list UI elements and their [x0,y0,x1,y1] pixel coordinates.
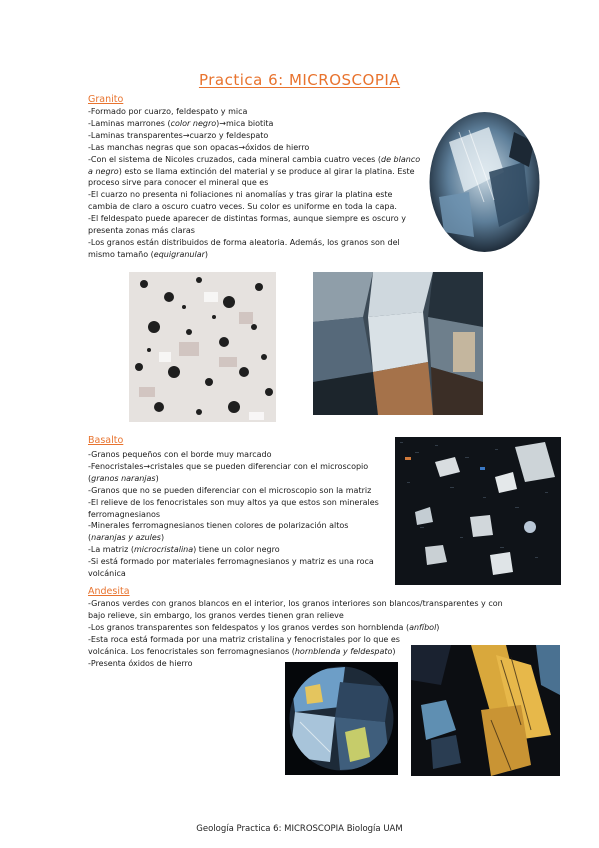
text-line: ferromagnesianos [88,509,161,519]
text-line: -Con el sistema de Nicoles cruzados, cada mineral cambia cuatro veces (de blanco [88,154,421,164]
text-line: -El feldespato puede aparecer de distintas formas, aunque siempre es oscuro y [88,214,406,224]
text-line: -Fenocristales→cristales que se pueden diferenciar con el microscopio [88,461,369,471]
right-arrow-icon: → [143,461,151,471]
section-heading-andesita: Andesita [88,586,130,597]
text-line: -Los granos están distribuidos de forma aleatoria. Además, los granos son del [88,237,400,247]
text-line: -Laminas transparentes→cuarzo y feldespato [88,130,269,140]
text-line: bajo relieve, sin embargo, los granos verdes tienen gran relieve [88,610,344,620]
basalto-polarized-photo [395,437,561,585]
text-line: -Granos verdes con granos blancos en el interior, los granos interiores son blancos/transparentes y con [88,599,503,608]
text-line: -Esta roca está formada por una matriz cristalina y fenocristales por lo que es [88,634,400,644]
basalto-text [88,449,398,580]
text-line: -Los granos transparentes son feldespatos y los granos verdes son hornblenda (anfíbol) [88,622,440,632]
section-heading-granito: Granito [88,94,124,105]
text-line: -Las manchas negras que son opacas→óxidos de hierro [88,142,310,152]
text-line: -Minerales ferromagnesianos tienen colores de polarización altos [88,521,349,531]
granito-polarized-photo [313,272,483,415]
text-line: a negro) esto se llama extinción del material y se produce al girar la platina. Este [88,166,415,176]
section-heading-basalto: Basalto [88,435,124,446]
right-arrow-icon: → [238,142,246,152]
text-line: volcánica [88,569,126,579]
andesita-microscope-circle-photo [285,662,398,775]
text-line: -Granos pequeños con el borde muy marcado [88,450,272,459]
granito-text [88,106,428,261]
text-line: -Presenta óxidos de hierro [88,658,193,668]
text-line: -El cuarzo no presenta ni foliaciones ni anomalías y tras girar la platina este [88,190,393,200]
page-title: Practica 6: MICROSCOPIA [198,71,401,89]
right-arrow-icon: → [219,118,226,128]
text-line: -Granos que no se pueden diferenciar con el microscopio son la matriz [88,485,372,495]
text-line: presenta zonas más claras [88,226,195,236]
text-line: -La matriz (microcristalina) tiene un color negro [88,545,280,555]
text-line: -El relieve de los fenocristales son muy altos ya que estos son minerales [88,497,379,507]
text-line: cambia de claro a oscuro cuatro veces. Su color es uniforme en toda la capa. [88,202,397,212]
andesita-polarized-photo [411,645,560,776]
page-footer: Geología Practica 6: MICROSCOPIA Biología UAM [196,824,403,834]
text-line: volcánica. Los fenocristales son ferromagnesianos (hornblenda y feldespato) [88,646,396,656]
text-line: -Si está formado por materiales ferromagnesianos y matriz es una roca [88,557,374,567]
text-line: (granos naranjas) [88,473,159,483]
text-line: proceso sirve para conocer el mineral que es [88,178,269,188]
text-line: -Laminas marrones (color negro)→mica biotita [88,118,274,128]
granito-microscope-circle-photo [429,112,540,253]
text-line: mismo tamaño (equigranular) [88,249,209,259]
text-line: -Formado por cuarzo, feldespato y mica [88,107,248,116]
right-arrow-icon: → [182,130,190,140]
text-line: (naranjas y azules) [88,533,165,543]
granito-hand-sample-photo [129,272,276,422]
